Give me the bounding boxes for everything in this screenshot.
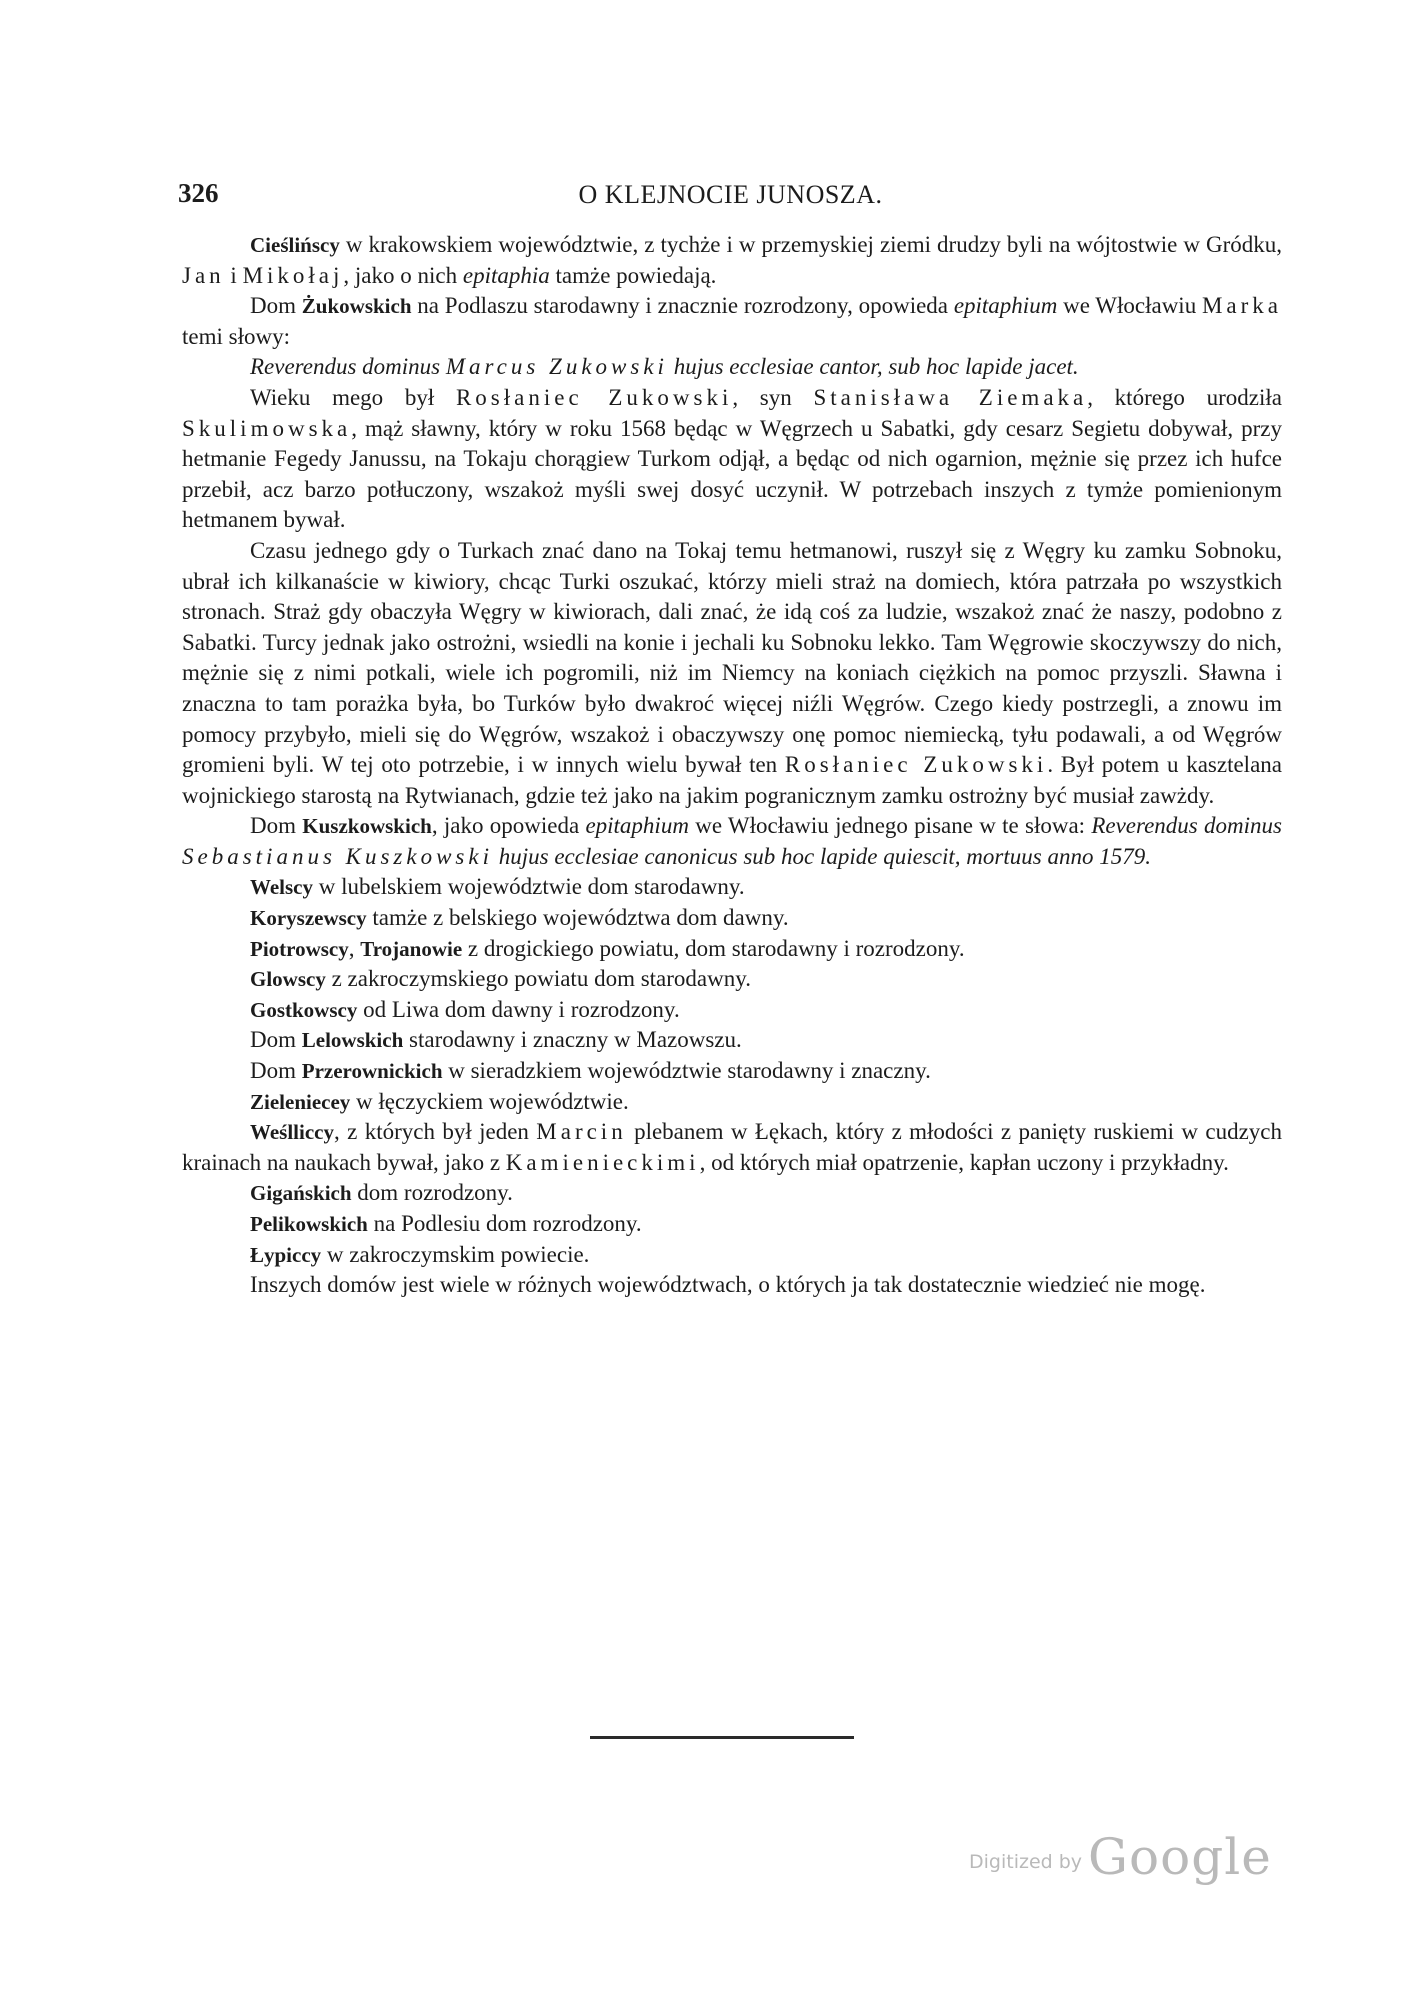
text-run: we Włocławiu <box>1057 293 1202 319</box>
text-run: Stanisława Ziemaka <box>813 384 1088 410</box>
text-run: Rosłaniec Zukowski <box>455 384 733 410</box>
paragraph <box>182 1117 1282 1178</box>
family-name: Weślliccy <box>250 1120 334 1145</box>
paragraph <box>182 811 1282 872</box>
text-run: Dom <box>250 293 302 319</box>
family-name: Koryszewscy <box>250 906 367 931</box>
text-run: Rosłaniec Zukowski <box>784 752 1048 778</box>
paragraph <box>182 995 1282 1026</box>
family-name: Lelowskich <box>301 1028 404 1053</box>
paragraph <box>182 352 1282 383</box>
text-run: epitaphium <box>953 293 1058 319</box>
text-run: , którego urodziła <box>1087 384 1282 410</box>
digitized-watermark <box>969 1828 1272 1886</box>
google-logo-text: Google <box>1088 1828 1272 1886</box>
paragraph <box>182 1025 1282 1056</box>
text-run: Mikołaj <box>242 262 344 288</box>
text-run: Skulimowska <box>182 415 352 441</box>
text-run: we Włocławiu jednego pisane w te słowa: <box>688 813 1092 839</box>
watermark-prefix: Digitized by <box>969 1851 1083 1873</box>
body-text <box>182 230 1282 1301</box>
text-run: i <box>224 262 243 288</box>
paragraph <box>182 872 1282 903</box>
text-run: od Liwa dom dawny i rozrodzony. <box>357 996 680 1022</box>
text-run: Sebastianus Kuszkowski <box>182 843 493 869</box>
family-name: Przerownickich <box>301 1059 443 1084</box>
family-name: Zieleniecey <box>250 1089 351 1114</box>
text-run: Marcin <box>536 1119 627 1145</box>
family-name: Pelikowskich <box>250 1212 368 1236</box>
text-run: tamże z belskiego województwa dom dawny. <box>366 905 789 931</box>
paragraph <box>182 1178 1282 1209</box>
text-run: Inszych domów jest wiele w różnych województwach, o których ja tak dostatecznie wiedzieć nie mogę. <box>250 1272 1206 1298</box>
text-run: dom rozrodzony. <box>351 1180 513 1206</box>
text-run: na Podlaszu starodawny i znacznie rozrodzony, opowieda <box>411 293 954 319</box>
family-name: Trojanowie <box>360 936 463 961</box>
text-run: Marcus Zukowski <box>445 354 668 380</box>
paragraph <box>182 383 1282 536</box>
paragraph <box>182 934 1282 965</box>
text-run: Wieku mego był <box>250 384 456 410</box>
text-run: , z których był jeden <box>333 1119 537 1145</box>
paragraph <box>182 1270 1282 1301</box>
text-run: w łęczyckiem województwie. <box>350 1088 629 1114</box>
text-run: , jako opowieda <box>431 813 586 839</box>
paragraph <box>182 1209 1282 1240</box>
text-run: . Był potem u kasztelana wojnickiego starostą na Rytwianach, gdzie też jako na jakim pogranicznym zamku ostrożny być musiał zawżdy. <box>182 752 1282 808</box>
text-run: Reverendus dominus <box>250 354 446 380</box>
family-name: Piotrowscy <box>250 936 349 961</box>
text-run: w sieradzkiem województwie starodawny i znaczny. <box>442 1058 931 1084</box>
page-number: 326 <box>178 178 219 208</box>
paragraph <box>182 291 1282 352</box>
paragraph <box>182 1240 1282 1271</box>
family-name: Żukowskich <box>301 294 412 319</box>
text-run: Dom <box>250 813 303 839</box>
text-run: plebanem w Łękach, który z młodości z panięty ruskiemi w cudzych krainach na naukach bywał, jako z <box>182 1119 1282 1175</box>
paragraph <box>182 536 1282 811</box>
family-name: Cieślińscy <box>250 233 340 257</box>
text-run: Marka <box>1201 293 1283 319</box>
text-run: temi słowy: <box>182 323 290 349</box>
text-run: Jan <box>182 262 225 288</box>
family-name: Welscy <box>250 875 313 900</box>
text-run: starodawny i znaczny w Mazowszu. <box>403 1027 742 1053</box>
family-name: Gostkowscy <box>250 997 358 1022</box>
text-run: Reverendus dominus <box>1091 813 1282 839</box>
text-run: Dom <box>250 1027 302 1053</box>
text-run: epitaphium <box>585 813 689 839</box>
family-name: Łypiccy <box>250 1242 322 1267</box>
text-run: , jako o nich <box>343 262 463 288</box>
closing-rule <box>590 1736 854 1739</box>
text-run: epitaphia <box>462 262 550 288</box>
text-run: hujus ecclesiae cantor, sub hoc lapide jacet. <box>667 354 1079 380</box>
text-run: , <box>348 935 361 961</box>
text-run: , mąż sławny, który w roku 1568 będąc w Węgrzech u Sabatki, gdy cesarz Segietu dobywał, przy hetmanie Fegedy Janussu, na Tokaju chorągiew Turkom odjął, a będąc od nich ogarnion, mężnie się przez ich hufce przebił, acz barzo potłuczony, wszakoż myśli swej dosyć uczynił. W potrzebach inszych z tymże pomienionym hetmanem bywał. <box>182 415 1282 533</box>
running-title: O KLEJNOCIE JUNOSZA. <box>578 180 883 209</box>
text-run: hujus ecclesiae canonicus sub hoc lapide quiescit, mortuus anno 1579. <box>492 843 1151 869</box>
family-name: Glowscy <box>250 967 326 992</box>
paragraph <box>182 1087 1282 1118</box>
text-run: Dom <box>250 1058 302 1084</box>
text-run: Kamienieckimi <box>505 1149 700 1175</box>
paragraph <box>182 1056 1282 1087</box>
text-run: , od których miał opatrzenie, kapłan uczony i przykładny. <box>699 1149 1229 1175</box>
text-run: tamże powiedają. <box>549 262 717 288</box>
text-run: , syn <box>732 384 814 410</box>
text-run: z zakroczymskiego powiatu dom starodawny. <box>325 966 751 992</box>
page-header <box>178 178 1283 218</box>
paragraph <box>182 964 1282 995</box>
text-run: w krakowskiem województwie, z tychże i w przemyskiej ziemi drudzy byli na wójtostwie w Gródku, <box>339 232 1282 257</box>
text-run: w zakroczymskim powiecie. <box>321 1241 590 1267</box>
paragraph <box>182 903 1282 934</box>
family-name: Gigańskich <box>250 1181 352 1206</box>
text-run: w lubelskiem województwie dom starodawny. <box>313 874 745 900</box>
paragraph <box>182 230 1282 291</box>
text-run: na Podlesiu dom rozrodzony. <box>367 1211 642 1236</box>
text-run: Czasu jednego gdy o Turkach znać dano na Tokaj temu hetmanowi, ruszył się z Węgry ku zamku Sobnoku, ubrał ich kilkanaście w kiwiory, chcąc Turki oszukać, którzy mieli straż na domiech, która patrzała po wszystkich stronach. Straż gdy obaczyła Węgry w kiwiorach, dali znać, że idą coś za ludzie, wszakoż znać że naszy, podobno z Sabatki. Turcy jednak jako ostrożni, wsiedli na konie i jechali ku Sobnoku lekko. Tam Węgrowie skoczywszy do nich, mężnie się z nimi potkali, wiele ich pogromili, niż im Niemcy na koniach ciężkich na pomoc przyszli. Sławna i znaczna to tam porażka była, bo Turków było dwakroć więcej niźli Węgrów. Czego kiedy postrzegli, a znowu im pomocy przybyło, mieli się do Węgrów, wszakoż i obaczywszy onę pomoc niemiecką, tyłu podawali, a od Węgrów gromieni byli. W tej oto potrzebie, i w innych wielu bywał ten <box>182 537 1282 778</box>
family-name: Kuszkowskich <box>302 814 432 839</box>
text-run: z drogickiego powiatu, dom starodawny i rozrodzony. <box>462 935 965 961</box>
